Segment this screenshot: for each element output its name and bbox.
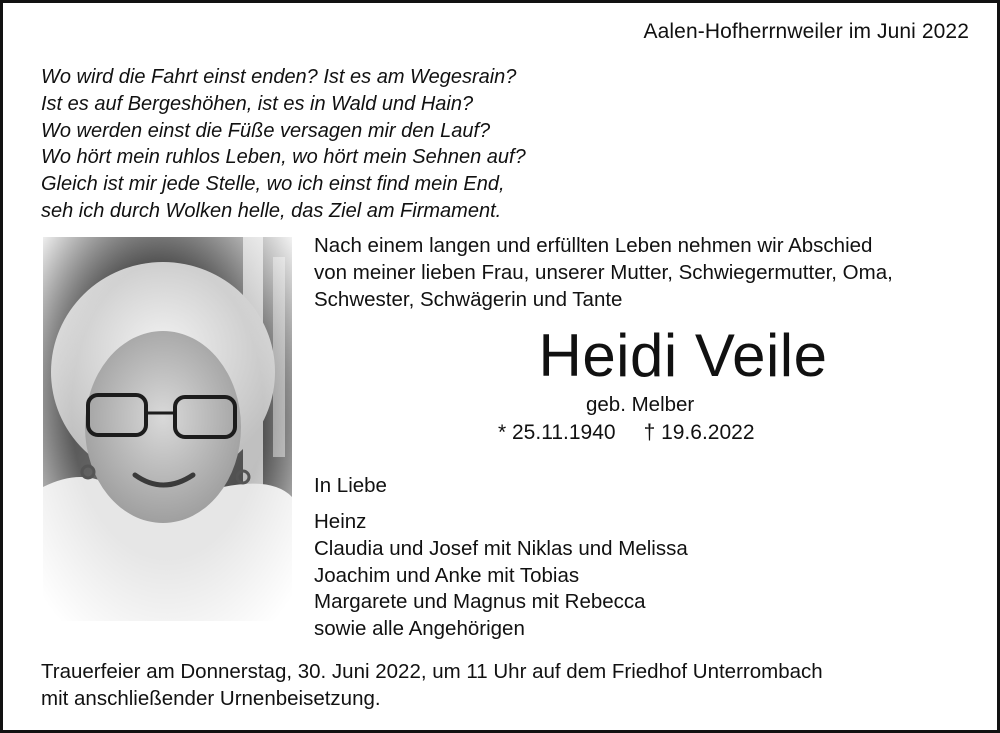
intro-line: Schwester, Schwägerin und Tante xyxy=(314,287,623,311)
mourner-line: Joachim und Anke mit Tobias xyxy=(314,563,580,587)
place-date: Aalen-Hofherrnweiler im Juni 2022 xyxy=(643,20,969,43)
funeral-info-line: Trauerfeier am Donnerstag, 30. Juni 2022, um 11 Uhr auf dem Friedhof Unterrombach xyxy=(41,660,823,683)
birth-name: geb. Melber xyxy=(586,393,695,416)
mourner-line: Claudia und Josef mit Niklas und Melissa xyxy=(314,536,688,560)
birth-date: * 25.11.1940 xyxy=(498,421,616,444)
poem-line: seh ich durch Wolken helle, das Ziel am Firmament. xyxy=(41,199,502,222)
mourner-line: sowie alle Angehörigen xyxy=(314,617,525,641)
mourners-list xyxy=(314,509,688,643)
intro-line: Nach einem langen und erfüllten Leben nehmen wir Abschied xyxy=(314,234,873,257)
poem-line: Gleich ist mir jede Stelle, wo ich einst find mein End, xyxy=(41,173,505,196)
deceased-name: Heidi Veile xyxy=(538,322,828,389)
mourner-line: Heinz xyxy=(314,510,367,533)
intro-text xyxy=(314,233,893,313)
mourner-line: Margarete und Magnus mit Rebecca xyxy=(314,590,646,614)
in-love-label: In Liebe xyxy=(314,474,387,497)
funeral-info-line: mit anschließender Urnenbeisetzung. xyxy=(41,686,381,710)
life-dates xyxy=(498,421,755,445)
intro-line: von meiner lieben Frau, unserer Mutter, Schwiegermutter, Oma, xyxy=(314,260,893,284)
poem xyxy=(41,64,526,225)
poem-line: Wo werden einst die Füße versagen mir den Lauf? xyxy=(41,119,491,142)
poem-line: Ist es auf Bergeshöhen, ist es in Wald und Hain? xyxy=(41,92,474,115)
death-date: † 19.6.2022 xyxy=(643,421,755,444)
portrait-illustration xyxy=(43,237,292,621)
poem-line: Wo hört mein ruhlos Leben, wo hört mein Sehnen auf? xyxy=(41,146,526,169)
poem-line: Wo wird die Fahrt einst enden? Ist es am Wegesrain? xyxy=(41,66,517,88)
portrait-photo xyxy=(43,237,292,621)
deceased-name-block xyxy=(3,321,1000,391)
funeral-info xyxy=(41,659,823,713)
